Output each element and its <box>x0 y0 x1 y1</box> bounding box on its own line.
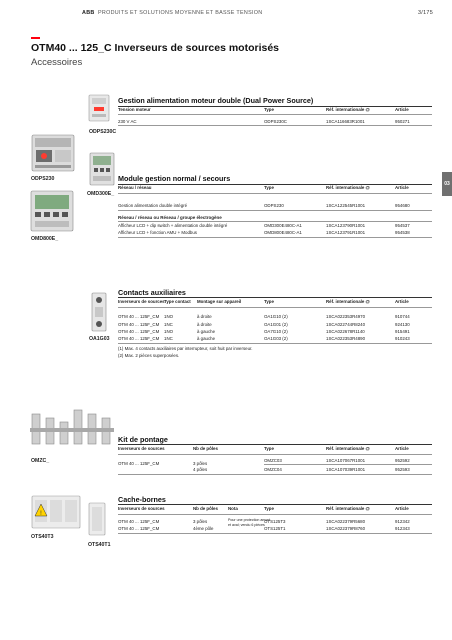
table-cell: 3 pôles <box>193 461 208 466</box>
table-cell: 1SCA022353R4890 <box>326 336 366 341</box>
table-cell: 1SCA022379R5680 <box>326 519 366 524</box>
table-subheading: Réseau / réseau ou Réseau / groupe électrogène <box>118 215 222 220</box>
table-cell: 924130 <box>395 322 410 327</box>
table-cell: OTS125T3 <box>264 519 286 524</box>
table-cell: 1SCA022353R4970 <box>326 314 366 319</box>
table-cell: OTM 40 ... 125F_CM <box>118 526 160 531</box>
divider <box>118 297 432 298</box>
section-title-terminal-covers: Cache-bornes <box>118 495 166 504</box>
label-omd800e: OMD800E_ <box>31 236 59 242</box>
table-cell: 912343 <box>395 526 410 531</box>
running-header <box>0 10 452 22</box>
col-header: Nota <box>228 506 238 511</box>
omd800e-product-image <box>30 190 74 232</box>
col-header: Inverseurs de sources <box>118 506 165 511</box>
table-cell: 910744 <box>395 314 410 319</box>
table-cell: 950271 <box>395 119 410 124</box>
divider <box>118 221 432 222</box>
divider <box>118 343 432 344</box>
table-cell: OMZC04 <box>264 467 282 472</box>
section-title-aux-contacts: Contacts auxiliaires <box>118 288 186 297</box>
table-cell: à gauche <box>197 329 216 334</box>
col-header: Type <box>264 107 274 112</box>
col-header: Tension moteur <box>118 107 151 112</box>
table-cell: 952593 <box>395 467 410 472</box>
table-cell: OTM 40 ... 125F_CM <box>118 519 160 524</box>
label-ots40t3: OTS40T3 <box>31 534 54 540</box>
page-subtitle: Accessoires <box>31 57 83 68</box>
section-title-dual-power: Gestion alimentation moteur double (Dual Power Source) <box>118 96 314 105</box>
odps230c-product-image <box>88 94 110 122</box>
col-header: Réf. internationale @ <box>326 107 370 112</box>
col-header: Réf. internationale @ <box>326 299 370 304</box>
table-cell: OTM 40 ... 125F_CM <box>118 329 160 334</box>
divider <box>118 444 432 445</box>
col-header: Réf. internationale @ <box>326 506 370 511</box>
label-omd300e: OMD300E_ <box>87 191 115 197</box>
divider <box>264 464 432 465</box>
table-cell: 1NC <box>164 336 173 341</box>
omzc-product-image <box>28 408 118 448</box>
table-cell: OA1G10 (2) <box>264 314 288 319</box>
divider <box>118 193 432 194</box>
divider <box>118 307 432 308</box>
table-cell: à gauche <box>197 336 216 341</box>
col-header: Type <box>264 299 274 304</box>
col-header: Réseau / réseau <box>118 185 152 190</box>
page-number: 3/175 <box>418 10 433 16</box>
col-header: Inverseurs de sources <box>118 299 165 304</box>
chapter-tab[interactable]: 03 <box>442 172 452 196</box>
odps230-product-image <box>31 134 75 172</box>
table-cell: à droite <box>197 322 212 327</box>
label-oa1g03: OA1G03 <box>89 336 110 342</box>
table-cell: ODPS230C <box>264 119 287 124</box>
col-header: Article <box>395 299 409 304</box>
svg-text:!: ! <box>40 511 42 517</box>
table-cell: OTM 40 ... 125F_CM <box>118 322 160 327</box>
table-cell: 952592 <box>395 458 410 463</box>
col-header: Article <box>395 107 409 112</box>
label-ots40t1: OTS40T1 <box>88 542 111 548</box>
table-cell: OMD800E480C-A1 <box>264 230 302 235</box>
col-header: Type <box>264 506 274 511</box>
table-cell: Afficheur LCD + fonction AMU + Modbus <box>118 230 197 235</box>
table-cell: OMD300E480C-A1 <box>264 223 302 228</box>
col-header: Nb de pôles <box>193 506 218 511</box>
table-cell: Pour une protection amont <box>228 518 271 522</box>
divider <box>118 454 432 455</box>
table-cell: OTS125T1 <box>264 526 286 531</box>
table-cell: OA1G03 (2) <box>264 336 288 341</box>
ots40t1-product-image <box>88 502 106 536</box>
col-header: Article <box>395 506 409 511</box>
col-header: Type contact <box>164 299 191 304</box>
table-cell: à droite <box>197 314 212 319</box>
col-header: Montage sur appareil <box>197 299 242 304</box>
table-cell: 1SCA123790R1001 <box>326 223 366 228</box>
page-title: OTM40 ... 125_C Inverseurs de sources motorisés <box>31 42 280 54</box>
divider <box>118 504 432 505</box>
table-cell: 4ème pôle <box>193 526 214 531</box>
col-header: Réf. internationale @ <box>326 446 370 451</box>
divider <box>118 184 432 185</box>
col-header: Type <box>264 446 274 451</box>
table-cell: et aval; vendu 6 pièces <box>228 523 265 527</box>
divider <box>118 125 432 126</box>
table-cell: 912342 <box>395 519 410 524</box>
table-cell: 954538 <box>395 230 410 235</box>
table-cell: 915491 <box>395 329 410 334</box>
table-cell: OTM 40 ... 125F_CM <box>118 461 160 466</box>
table-cell: 954680 <box>395 203 410 208</box>
col-header: Nb de pôles <box>193 446 218 451</box>
label-odps230c: ODPS230C <box>89 129 117 135</box>
table-cell: ODPS230 <box>264 203 284 208</box>
divider <box>118 474 432 475</box>
divider <box>118 514 432 515</box>
table-cell: 230 V AC <box>118 119 137 124</box>
table-cell: OTM 40 ... 125F_CM <box>118 336 160 341</box>
footnote: (2) Max. 2 pièces superposées. <box>118 353 180 358</box>
divider <box>118 533 432 534</box>
table-cell: OTM 40 ... 125F_CM <box>118 314 160 319</box>
footnote: (1) Max. 4 contacts auxiliaires par interrupteur, soit huit par inverseur. <box>118 346 253 351</box>
table-cell: OA7G10 (2) <box>264 329 288 334</box>
omd300e-product-image <box>89 152 115 186</box>
col-header: Inverseurs de sources <box>118 446 165 451</box>
table-cell: 3 pôles <box>193 519 208 524</box>
table-cell: 4 pôles <box>193 467 208 472</box>
label-odps230: ODPS230 <box>31 176 55 182</box>
divider <box>118 114 432 115</box>
accent-bar <box>31 37 40 39</box>
col-header: Article <box>395 185 409 190</box>
divider <box>118 237 432 238</box>
table-cell: Gestion alimentation double intégré <box>118 203 188 208</box>
table-cell: 1SCA107067R1001 <box>326 458 366 463</box>
table-cell: 1NO <box>164 329 174 334</box>
divider <box>118 106 432 107</box>
table-cell: 1SCA022678R1140 <box>326 329 365 334</box>
col-header: Réf. internationale @ <box>326 185 370 190</box>
table-cell: 954537 <box>395 223 410 228</box>
table-cell: 1NC <box>164 322 173 327</box>
table-cell: 1NO <box>164 314 174 319</box>
table-cell: 1SCA123791R1001 <box>326 230 366 235</box>
table-cell: OA1G01 (2) <box>264 322 288 327</box>
brand-label: ABB <box>82 10 95 16</box>
ots40t3-product-image <box>31 492 81 530</box>
col-header: Article <box>395 446 409 451</box>
section-title-normal-backup: Module gestion normal / secours <box>118 174 231 183</box>
section-title-bridging-kit: Kit de pontage <box>118 435 168 444</box>
table-cell: 1SCA022744R8240 <box>326 322 366 327</box>
table-cell: 910243 <box>395 336 410 341</box>
table-cell: 1SCA122545R1001 <box>326 203 366 208</box>
col-header: Type <box>264 185 274 190</box>
divider <box>118 210 432 211</box>
header-title: PRODUITS ET SOLUTIONS MOYENNE ET BASSE TENSION <box>98 10 263 16</box>
table-cell: 1SCA116683R1001 <box>326 119 365 124</box>
table-cell: 1SCA022379R8760 <box>326 526 366 531</box>
table-cell: OMZC03 <box>264 458 282 463</box>
table-cell: 1SCA107039R1001 <box>326 467 366 472</box>
table-cell: Afficheur LCD + dip switch + alimentation double intégré <box>118 223 228 228</box>
oa1g03-product-image <box>91 292 107 332</box>
label-omzc: OMZC_ <box>31 458 50 464</box>
